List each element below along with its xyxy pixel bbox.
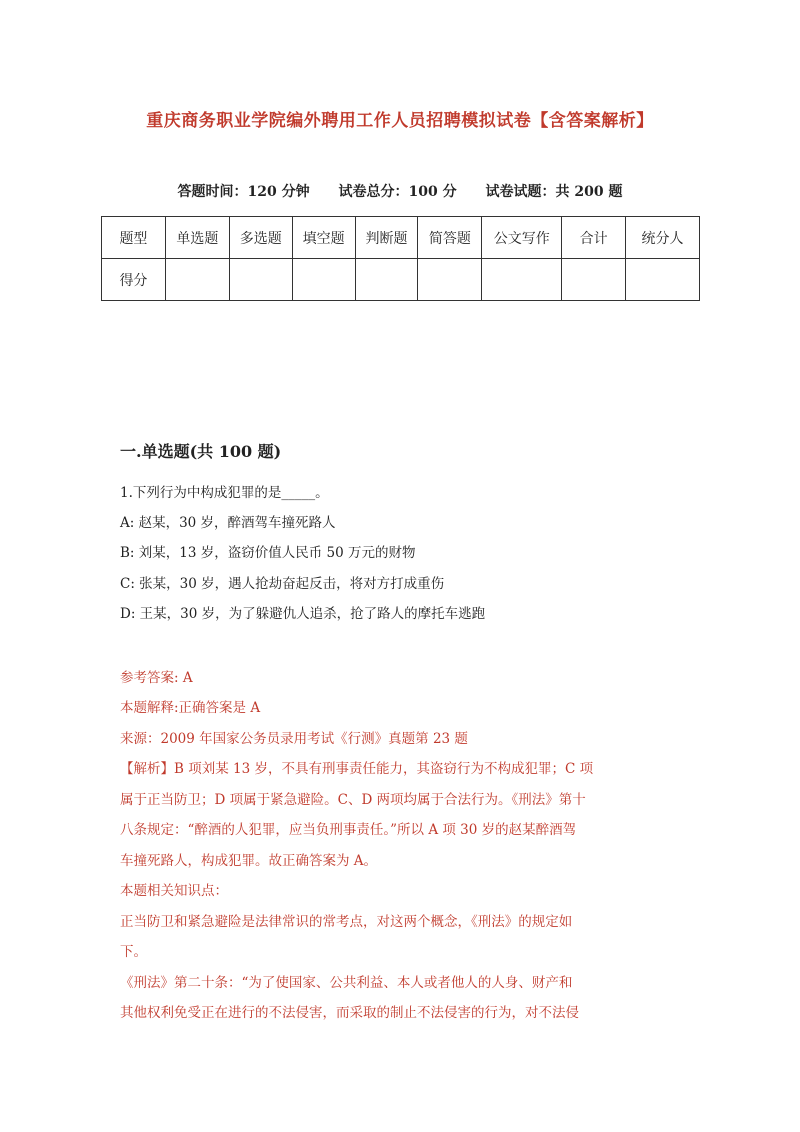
header-cell: 公文写作: [482, 217, 562, 259]
score-cell: [355, 259, 418, 301]
question-stem: 1.下列行为中构成犯罪的是_____。: [120, 485, 329, 501]
analysis-line: 车撞死路人，构成犯罪。故正确答案为 A。: [120, 853, 378, 869]
analysis-line: 【解析】B 项刘某 13 岁，不具有刑事责任能力，其盗窃行为不构成犯罪；C 项: [120, 761, 594, 777]
knowledge-title: 本题相关知识点：: [120, 883, 228, 899]
score-cell: [482, 259, 562, 301]
reference-answer: 参考答案: A: [120, 670, 193, 686]
exam-time: 答题时间：120 分钟: [177, 184, 310, 200]
option-c: C: 张某，30 岁，遇人抢劫奋起反击，将对方打成重伤: [120, 576, 445, 592]
score-table: [101, 216, 700, 301]
header-cell: 多选题: [229, 217, 292, 259]
header-cell: 简答题: [418, 217, 482, 259]
score-cell: [562, 259, 626, 301]
score-cell: [165, 259, 229, 301]
header-cell: 统分人: [626, 217, 700, 259]
answer-source: 来源：2009 年国家公务员录用考试《行测》真题第 23 题: [120, 731, 468, 747]
analysis-line: 属于正当防卫；D 项属于紧急避险。C、D 两项均属于合法行为。《刑法》第十: [120, 792, 586, 808]
header-cell: 填空题: [292, 217, 355, 259]
exam-total-score: 试卷总分：100 分: [338, 184, 457, 200]
header-cell: 单选题: [165, 217, 229, 259]
score-cell: [418, 259, 482, 301]
score-cell: [229, 259, 292, 301]
score-table-header-row: [102, 217, 700, 259]
header-cell: 合计: [562, 217, 626, 259]
knowledge-line: 下。: [120, 944, 147, 960]
option-d: D: 王某，30 岁，为了躲避仇人追杀，抢了路人的摩托车逃跑: [120, 606, 486, 622]
header-cell: 判断题: [355, 217, 418, 259]
section-title: 一.单选题(共 100 题): [120, 442, 282, 461]
option-a: A: 赵某，30 岁，醉酒驾车撞死路人: [120, 515, 336, 531]
score-cell: [626, 259, 700, 301]
exam-question-count: 试卷试题：共 200 题: [485, 184, 623, 200]
knowledge-line: 其他权利免受正在进行的不法侵害，而采取的制止不法侵害的行为，对不法侵: [120, 1005, 579, 1021]
knowledge-line: 正当防卫和紧急避险是法律常识的常考点，对这两个概念，《刑法》的规定如: [120, 914, 573, 930]
row-label: 得分: [102, 259, 166, 301]
analysis-line: 八条规定：“醉酒的人犯罪，应当负刑事责任。”所以 A 项 30 岁的赵某醉酒驾: [120, 822, 577, 838]
answer-explanation: 本题解释:正确答案是 A: [120, 700, 261, 716]
header-cell: 题型: [102, 217, 166, 259]
option-b: B: 刘某，13 岁，盗窃价值人民币 50 万元的财物: [120, 545, 416, 561]
document-title: 重庆商务职业学院编外聘用工作人员招聘模拟试卷【含答案解析】: [146, 111, 654, 131]
score-table-score-row: [102, 259, 700, 301]
score-cell: [292, 259, 355, 301]
knowledge-line: 《刑法》第二十条：“为了使国家、公共利益、本人或者他人的人身、财产和: [120, 975, 573, 991]
exam-meta: [0, 181, 800, 201]
